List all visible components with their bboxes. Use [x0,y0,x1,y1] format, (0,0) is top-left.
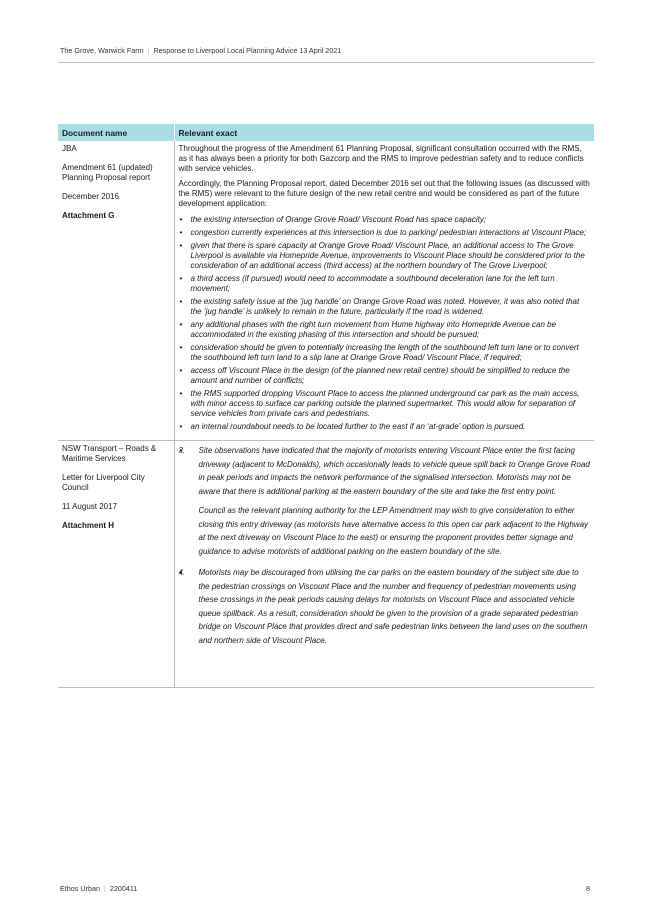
document-date: 11 August 2017 [62,502,118,511]
document-cell [58,441,174,688]
issue-list [179,215,592,432]
list-item: • consideration should be given to potentially increasing the length of the southbound left turn lane or to convert the southbound left turn land to a slip lane at Orange Grove Road/ Viscount Place, if required; [179,343,592,363]
item-paragraph: Council as the relevant planning authority for the LEP Amendment may wish to give consideration to either closing this entry driveway (as motorists have alternative access to this open car park adjacent to the Highway at the next driveway on Viscount Place to the east) or ensuring the proponent provides better signage and guidance to advise motorists of additional parking on the eastern boundary of the site. [198,506,589,556]
relevant-cell [174,141,594,441]
list-item: • the RMS supported dropping Viscount Place to access the planned underground car park as the main access, with minor access to surface car parking outside the planned supermarket. This would allow for separation of service vehicles from private cars and pedestrians. [179,389,592,419]
footer-project-number: 2200411 [109,884,138,893]
document-date: December 2016 [62,192,119,201]
item-paragraph: Motorists may be discouraged from utilising the car parks on the eastern boundary of the subject site due to the pedestrian crossings on Viscount Place and the number and frequency of pedestrian movements using these crossings in the peak periods causing delays for motorists on Viscount Place and associated vehicle queue spillback. As a result, consideration should be given to the provision of a grade separated pedestrian bridge on Viscount Place that provides direct and safe pedestrian links between the land uses on the southern and northern side of Viscount Place. [198,568,588,645]
list-item: • a third access (if pursued) would need to accommodate a southbound deceleration lane for the left turn movement; [179,274,592,294]
header-separator: | [147,46,150,55]
document-attachment: Attachment G [62,211,115,220]
list-item: • access off Viscount Place in the design (of the planned new retail centre) should be simplified to reduce the amount and number of conflicts; [179,366,592,386]
footer-company: Ethos Urban [60,884,100,893]
page-number: 8 [586,884,590,893]
document-author: NSW Transport – Roads & Maritime Services [62,444,157,463]
page-header [60,46,341,55]
header-title: Response to Liverpool Local Planning Advice 13 April 2021 [153,46,342,55]
header-rule [58,62,594,63]
footer-separator: | [103,884,106,893]
item-number: • 3. [178,446,186,455]
list-item: • the existing safety issue at the ‘jug handle’ on Orange Grove Road was noted. However, it was also noted that the ‘jug handle’ is unlikely to remain in the future, particularly if the road is widened. [179,297,592,317]
table-row [58,441,594,688]
document-title: Letter for Liverpool City Council [62,473,145,492]
list-item: • any additional phases with the right turn movement from Hume highway into Homepride Avenue can be accommodated in the existing phasing of this intersection and should be pursued; [179,320,592,340]
list-item [179,444,592,558]
relevant-cell [174,441,594,688]
table-row [58,141,594,441]
document-cell [58,141,174,441]
item-number: • 4. [178,568,186,577]
page-footer [60,884,137,893]
document-table [58,124,594,688]
list-item: • given that there is spare capacity at Orange Grove Road/ Viscount Place, an additional access to The Grove Liverpool is available via Homepride Avenue, improvements to Viscount Place should be considered prior to the consideration of an additional access (third access) at the northern boundary of The Grove Liverpool; [179,241,592,271]
numbered-list [179,444,592,647]
document-title: Amendment 61 (updated) Planning Proposal report [62,163,153,182]
column-header-relevant-exact: Relevant exact [174,124,594,141]
table-header-row [58,124,594,141]
document-attachment: Attachment H [62,521,115,530]
list-item: • congestion currently experiences at this intersection is due to parking/ pedestrian interactions at Viscount Place; [179,228,592,238]
intro-paragraph: Accordingly, the Planning Proposal report, dated December 2016 set out that the following issues (as discussed with the RMS) were relevant to the future design of the new retail centre and would be considered as part of the future development application: [178,179,590,208]
item-paragraph: Site observations have indicated that the majority of motorists entering Viscount Place enter the first facing driveway (adjacent to McDonalds), which occasionally leads to vehicle queue spill back to Orange Grove Road in peak periods and impacts the network performance of the signalised intersection. Motorists may not be aware that there is additional parking at the eastern boundary of the site and take the first entry point. [198,446,590,496]
list-item: • the existing intersection of Orange Grove Road/ Viscount Road has space capacity; [179,215,592,225]
intro-paragraph: Throughout the progress of the Amendment 61 Planning Proposal, significant consultation occurred with the RMS, as it has always been a priority for both Gazcorp and the RMS to improve pedestrian safety and to reduce conflicts with service vehicles. [178,144,584,173]
list-item [179,566,592,647]
header-project: The Grove, Warwick Farm [60,46,144,55]
document-author: JBA [62,144,77,153]
list-item: • an internal roundabout needs to be located further to the east if an ‘at-grade’ option is pursued. [179,422,592,432]
column-header-document-name: Document name [58,124,174,141]
